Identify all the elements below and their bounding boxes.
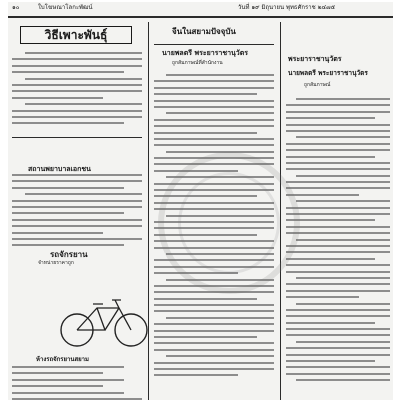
newspaper-page: [8, 2, 393, 400]
column-left: [12, 24, 142, 400]
column-right: [286, 24, 390, 400]
masthead-rule: [8, 16, 393, 18]
section-rule: [12, 137, 142, 138]
article-2-body: [12, 174, 142, 251]
article-title: วิธีเพาะพันธุ์: [44, 28, 108, 42]
bicycle-illustration: [57, 294, 152, 349]
article-2-title: สถานพยาบาลเอกชน: [28, 164, 91, 173]
article-byline: ถูกสัมภาษณ์ที่สำนักงาน: [172, 60, 223, 66]
article-subtitle: นายพลตรี พระยาราชานุวัตร: [162, 48, 249, 57]
article-body: [12, 52, 142, 129]
article-title: พระยาราชานุวัตร: [288, 54, 342, 63]
page-number: ๑๐: [12, 4, 20, 11]
title-rule: [154, 44, 274, 45]
column-center: [154, 24, 274, 400]
article-body: [286, 98, 390, 386]
ad-list: [12, 366, 142, 400]
article-subtitle: นายพลตรี พระยาราชานุวัตร: [288, 69, 368, 77]
masthead: [8, 4, 393, 14]
paper-name: ใบโฆษณาโลกะพัฒน์: [38, 4, 93, 11]
title-box: [20, 26, 132, 44]
ad-subtitle: จำหน่ายราคาถูก: [38, 260, 74, 266]
article-title: จีนในสยามปัจจุบัน: [172, 26, 236, 36]
ad-title: รถจักรยาน: [50, 249, 88, 259]
article-body: [154, 74, 274, 381]
issue-date: วันที่ ๑๙ มิถุนายน พุทธศักราช ๒๔๗๕: [238, 4, 336, 11]
shop-name: ห้างรถจักรยานสยาม: [36, 356, 89, 363]
article-byline: ถูกสัมภาษณ์: [304, 82, 331, 88]
